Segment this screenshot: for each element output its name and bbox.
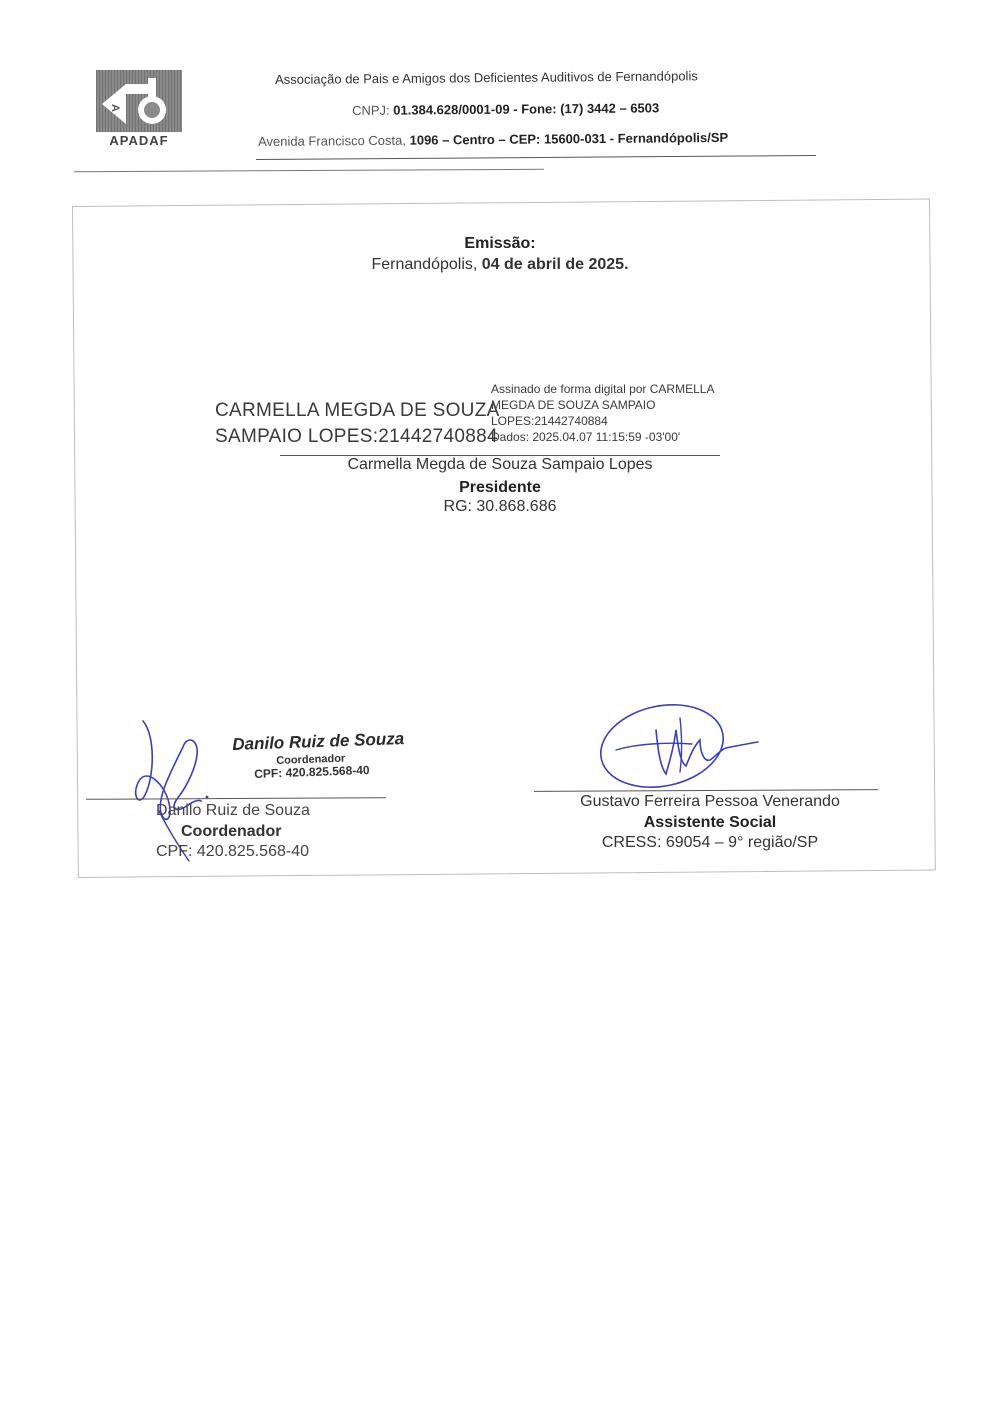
coordinator-name: Danilo Ruiz de Souza [156,802,310,819]
logo-text: APADAF [109,133,169,148]
social-worker-cress: CRESS: 69054 – 9° região/SP [601,834,819,851]
social-worker-role: Assistente Social [643,814,777,831]
president-name: Carmella Megda de Souza Sampaio Lopes [347,456,653,473]
apadaf-logo [96,70,182,132]
svg-text:A: A [109,104,121,112]
digital-signature-meta-line2: MEGDA DE SOUZA SAMPAIO [491,398,656,412]
address [258,130,728,149]
address-prefix: Avenida Francisco Costa, [258,132,407,149]
digital-signature-meta-line1: Assinado de forma digital por CARMELLA [491,382,715,396]
coordinator-stamp-name: Danilo Ruiz de Souza [232,729,405,754]
header-divider [256,155,816,160]
address-value: 1096 – Centro – CEP: 15600-031 - Fernandópolis/SP [409,129,729,148]
coordinator-cpf: CPF: 420.825.568-40 [156,843,309,860]
coordinator-stamp-role: Coordenador [276,752,346,767]
cnpj-value: 01.384.628/0001-09 - Fone: (17) 3442 – 6503 [393,100,660,118]
digital-signature-meta [491,381,714,445]
coordinator-stamp-cpf: CPF: 420.825.568-40 [254,762,370,781]
emission-city: Fernandópolis, [371,256,478,273]
org-name: Associação de Pais e Amigos dos Deficientes Auditivos de Fernandópolis [275,68,698,87]
digital-signature-name [215,398,500,450]
coordinator-role: Coordenador [181,823,282,840]
cnpj-label: CNPJ: [352,102,390,118]
emission-date [0,256,992,274]
social-worker-handwritten-signature [596,700,766,796]
apadaf-logo-icon [96,70,182,132]
digital-signature-meta-line4: Dados: 2025.04.07 11:15:59 -03'00' [491,430,681,444]
digital-signature-meta-line3: LOPES:21442740884 [491,414,608,428]
digital-signature-name-line2: SAMPAIO LOPES:21442740884 [215,426,498,447]
digital-signature-name-line1: CARMELLA MEGDA DE SOUZA [215,400,500,421]
president-rg: RG: 30.868.686 [443,498,557,515]
social-worker-name: Gustavo Ferreira Pessoa Venerando [580,793,840,810]
header-underline [74,169,544,172]
cnpj-phone [352,100,659,118]
emission-date-value: 04 de abril de 2025. [481,256,629,273]
emission-label: Emissão: [464,235,536,252]
president-role: Presidente [459,479,541,496]
